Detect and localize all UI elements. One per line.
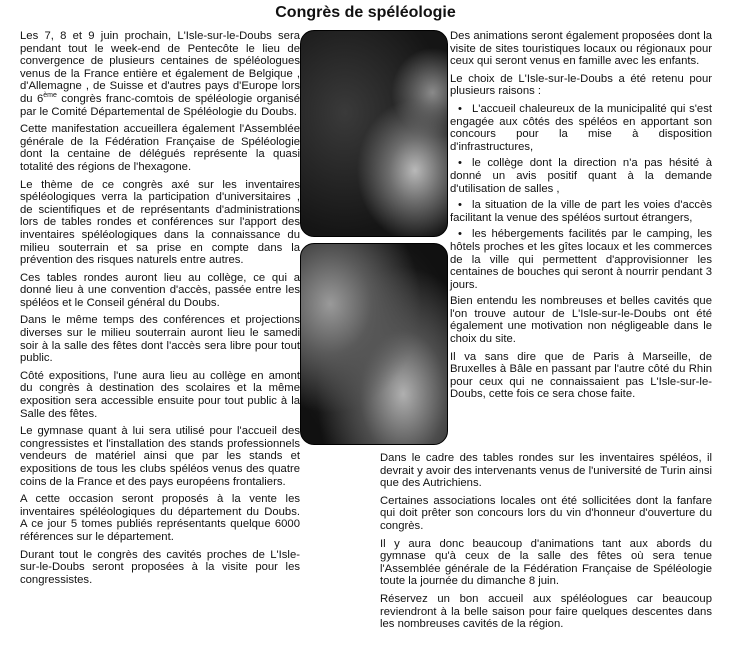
article-title: Congrès de spéléologie (275, 4, 456, 21)
paragraph: Dans le même temps des conférences et projections diverses sur le milieu souterrain auront lieu le samedi soir à la salle des fêtes dont l'accès sera libre pour tout public. (20, 314, 300, 365)
paragraph: Les 7, 8 et 9 juin prochain, L'Isle-sur-le-Doubs sera pendant tout le week-end de Pentecôte le lieu de convergence de plusieurs centaines de spéléologues venus de la France entière et également de Belgique , d'Allemagne , de Suisse et d'autres pays d'Europe lors du 6ème congrès franc-comtois de spéléologie organisé par le Comité Départemental de Spéléologie du Doubs. (20, 30, 300, 118)
paragraph: Bien entendu les nombreuses et belles cavités que l'on trouve autour de L'Isle-sur-le-Doubs ont été également une motivation non négligeable dans le choix du site. (450, 295, 712, 346)
left-column (20, 30, 300, 591)
paragraph: Des animations seront également proposées dont la visite de sites touristiques locaux ou régionaux pour ceux qui seront venus en famille avec les enfants. (450, 30, 712, 68)
paragraph: Dans le cadre des tables rondes sur les inventaires spéléos, il devrait y avoir des intervenants venus de l'université de Turin ainsi que des Autrichiens. (380, 452, 712, 490)
bullet-icon: • (458, 199, 462, 212)
list-item-text: L'accueil chaleureux de la municipalité qui s'est engagée aux côtés des spéléos en apportant son concours pour la mise à disposition d'infrastructures, (450, 102, 712, 153)
paragraph: Certaines associations locales ont été sollicitées dont la fanfare qui doit prêter son concours lors du vin d'honneur d'ouverture du congrès. (380, 494, 712, 532)
right-column (450, 30, 712, 406)
paragraph: Côté expositions, l'une aura lieu au collège en amont du congrès à destination des scolaires et la même exposition sera accessible ensuite pour tout public à la Salle des fêtes. (20, 369, 300, 420)
paragraph: Le thème de ce congrès axé sur les inventaires spéléologiques verra la participation d'universitaires , de scientifiques et de représentants d'administrations lors de tables rondes et conférences sur l'apport des inventaires spéléologiques dans la connaissance du milieu souterrain et sa prise en compte dans la prévention des risques naturels entre autres. (20, 178, 300, 267)
list-item (450, 157, 712, 195)
paragraph: Durant tout le congrès des cavités proches de L'Isle-sur-le-Doubs seront proposées à la visite pour les congressistes. (20, 548, 300, 586)
list-item (450, 103, 712, 153)
list-item (450, 228, 712, 291)
paragraph: Le gymnase quant à lui sera utilisé pour l'accueil des congressistes et l'installation des stands professionnels vendeurs de matériel ainsi que par les stands et expositions de tous les clubs spéléos venus des quatre coins de la France et des pays européens frontaliers. (20, 425, 300, 488)
bullet-icon: • (458, 228, 462, 241)
paragraph: Le choix de L'Isle-sur-le-Doubs a été retenu pour plusieurs raisons : (450, 72, 712, 98)
bullet-icon: • (458, 102, 462, 115)
paragraph: Cette manifestation accueillera également l'Assemblée générale de la Fédération Française de Spéléologie dont la centaine de délégués représente la quasi totalité des régions de l'hexagone. (20, 123, 300, 173)
paragraph: Ces tables rondes auront lieu au collège, ce qui a donné lieu à une convention d'accès, passée entre les spéléos et le Conseil général du Doubs. (20, 271, 300, 309)
list-item-text: le collège dont la direction n'a pas hésité à donné un avis positif quant à la demande d'utilisation de salles , (450, 157, 712, 195)
list-item-text: les hébergements facilités par le camping, les hôtels proches et les gîtes locaux et les commerces de la ville qui permettent d'approvisionner les centaines de bouches qui seront à nourrir pendant 3 jours. (450, 228, 712, 291)
list-item-text: la situation de la ville de part les voies d'accès facilitant la venue des spéléos surtout étrangers, (450, 199, 712, 224)
bullet-icon: • (458, 157, 462, 170)
paragraph: A cette occasion seront proposés à la vente les inventaires spéléologiques du département du Doubs. A ce jour 5 tomes publiés représentants quelque 6000 références sur le département. (20, 493, 300, 543)
cave-photo-bottom (300, 243, 448, 445)
paragraph: Il y aura donc beaucoup d'animations tant aux abords du gymnase qu'à ceux de la salle des fêtes où sera tenue l'Assemblée générale de la Fédération Française de Spéléologie toute la journée du dimanche 8 juin. (380, 537, 712, 588)
paragraph: Il va sans dire que de Paris à Marseille, de Bruxelles à Bâle en passant par l'autre côté du Rhin pour ceux qui ne connaissaient pas L'Isle-sur-le-Doubs, cette fois ce sera chose faite. (450, 350, 712, 401)
cave-photo-top (300, 30, 448, 237)
paragraph: Réservez un bon accueil aux spéléologues car beaucoup reviendront à la belle saison pour faire quelques descentes dans les nombreuses cavités de la région. (380, 592, 712, 631)
bottom-column (380, 452, 712, 636)
list-item (450, 199, 712, 224)
